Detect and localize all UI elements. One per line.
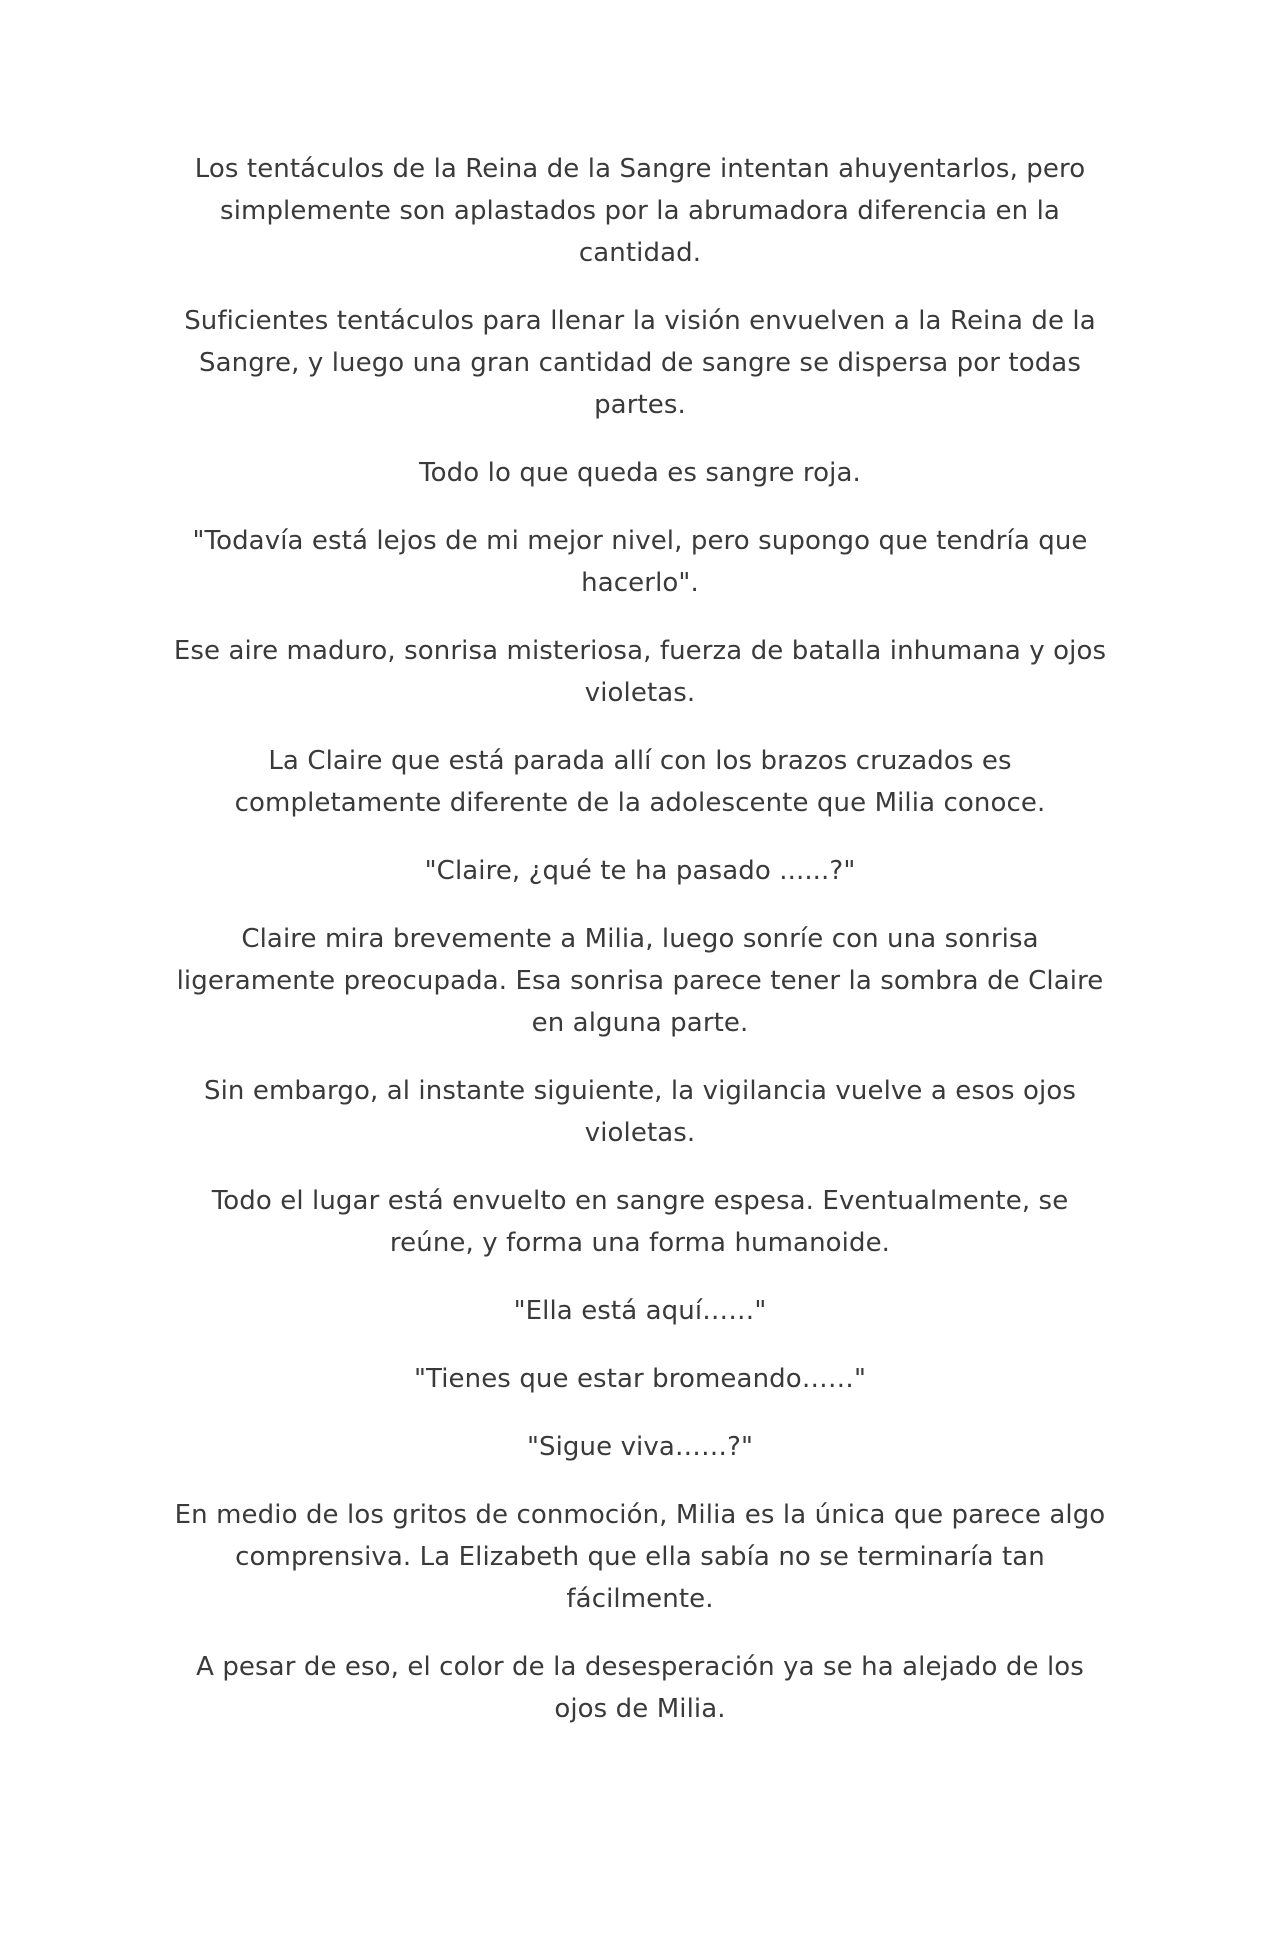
paragraph-4: "Todavía está lejos de mi mejor nivel, pero supongo que tendría que hacerlo".	[192, 526, 1088, 598]
paragraph-2: Suficientes tentáculos para llenar la visión envuelven a la Reina de la Sangre, y luego una gran cantidad de sangre se dispersa por todas partes.	[184, 306, 1096, 420]
document-body	[170, 148, 1110, 1756]
paragraph-11: "Ella está aquí……"	[513, 1296, 767, 1326]
paragraph-1: Los tentáculos de la Reina de la Sangre intentan ahuyentarlos, pero simplemente son aplastados por la abrumadora diferencia en la cantidad.	[194, 154, 1086, 268]
paragraph-10: Todo el lugar está envuelto en sangre espesa. Eventualmente, se reúne, y forma una forma humanoide.	[211, 1186, 1069, 1258]
paragraph-6: La Claire que está parada allí con los brazos cruzados es completamente diferente de la adolescente que Milia conoce.	[234, 746, 1046, 818]
paragraph-15: A pesar de eso, el color de la desesperación ya se ha alejado de los ojos de Milia.	[196, 1652, 1084, 1724]
paragraph-14: En medio de los gritos de conmoción, Milia es la única que parece algo comprensiva. La Elizabeth que ella sabía no se terminaría tan fácilmente.	[174, 1500, 1106, 1614]
paragraph-5: Ese aire maduro, sonrisa misteriosa, fuerza de batalla inhumana y ojos violetas.	[173, 636, 1107, 708]
paragraph-3: Todo lo que queda es sangre roja.	[419, 458, 861, 488]
paragraph-8: Claire mira brevemente a Milia, luego sonríe con una sonrisa ligeramente preocupada. Esa sonrisa parece tener la sombra de Claire en alguna parte.	[176, 924, 1104, 1038]
paragraph-9: Sin embargo, al instante siguiente, la vigilancia vuelve a esos ojos violetas.	[204, 1076, 1076, 1148]
paragraph-13: "Sigue viva……?"	[526, 1432, 754, 1462]
paragraph-7: "Claire, ¿qué te ha pasado ......?"	[424, 856, 856, 886]
paragraph-12: "Tienes que estar bromeando……"	[413, 1364, 867, 1394]
